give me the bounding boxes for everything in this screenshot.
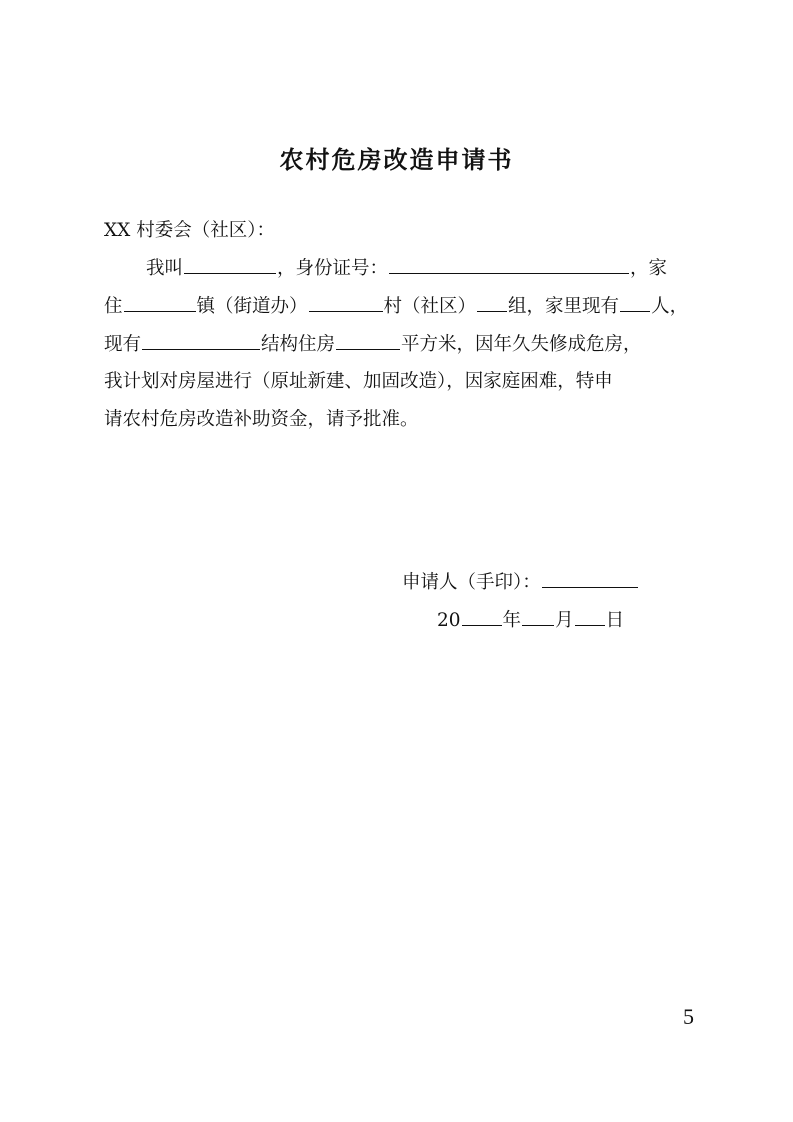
- text-have: 现有: [104, 334, 142, 355]
- village-blank[interactable]: [309, 292, 383, 312]
- page-number: 5: [683, 1004, 694, 1029]
- day-blank[interactable]: [575, 606, 605, 626]
- text-home-start: ，家: [630, 258, 668, 279]
- applicant-label: 申请人（手印）：: [402, 572, 541, 593]
- group-blank[interactable]: [477, 292, 507, 312]
- text-structure: 结构住房: [261, 334, 336, 355]
- salutation: XX 村委会（社区）：: [104, 220, 275, 241]
- name-blank[interactable]: [184, 254, 276, 274]
- paragraph-line-3: [104, 330, 704, 358]
- people-count-blank[interactable]: [620, 292, 650, 312]
- paragraph-line-2: [104, 292, 704, 320]
- date-line: [437, 606, 624, 634]
- text-live: 住: [104, 296, 123, 317]
- paragraph-line-4: 我计划对房屋进行（原址新建、加固改造），因家庭困难，特申: [104, 371, 613, 392]
- text-id-label: ，身份证号：: [277, 258, 389, 279]
- structure-blank[interactable]: [142, 330, 260, 350]
- paragraph-line-5: 请农村危房改造补助资金，请予批准。: [104, 409, 419, 430]
- paragraph-line-1: [104, 254, 704, 282]
- id-number-blank[interactable]: [389, 254, 629, 274]
- text-people: 人，: [651, 296, 689, 317]
- month-blank[interactable]: [522, 606, 554, 626]
- applicant-signature-blank[interactable]: [542, 568, 638, 588]
- text-town: 镇（街道办）: [196, 296, 308, 317]
- year-label: 年: [502, 610, 522, 631]
- text-name-label: 我叫: [146, 258, 184, 279]
- year-blank[interactable]: [462, 606, 502, 626]
- area-blank[interactable]: [336, 330, 400, 350]
- text-group: 组，家里现有: [508, 296, 620, 317]
- document-title: 农村危房改造申请书: [279, 145, 514, 174]
- year-prefix: 20: [437, 610, 461, 631]
- text-area: 平方米，因年久失修成危房，: [401, 334, 642, 355]
- month-label: 月: [555, 610, 574, 631]
- applicant-line: [402, 568, 639, 596]
- town-blank[interactable]: [124, 292, 196, 312]
- day-label: 日: [605, 610, 625, 631]
- text-village: 村（社区）: [383, 296, 477, 317]
